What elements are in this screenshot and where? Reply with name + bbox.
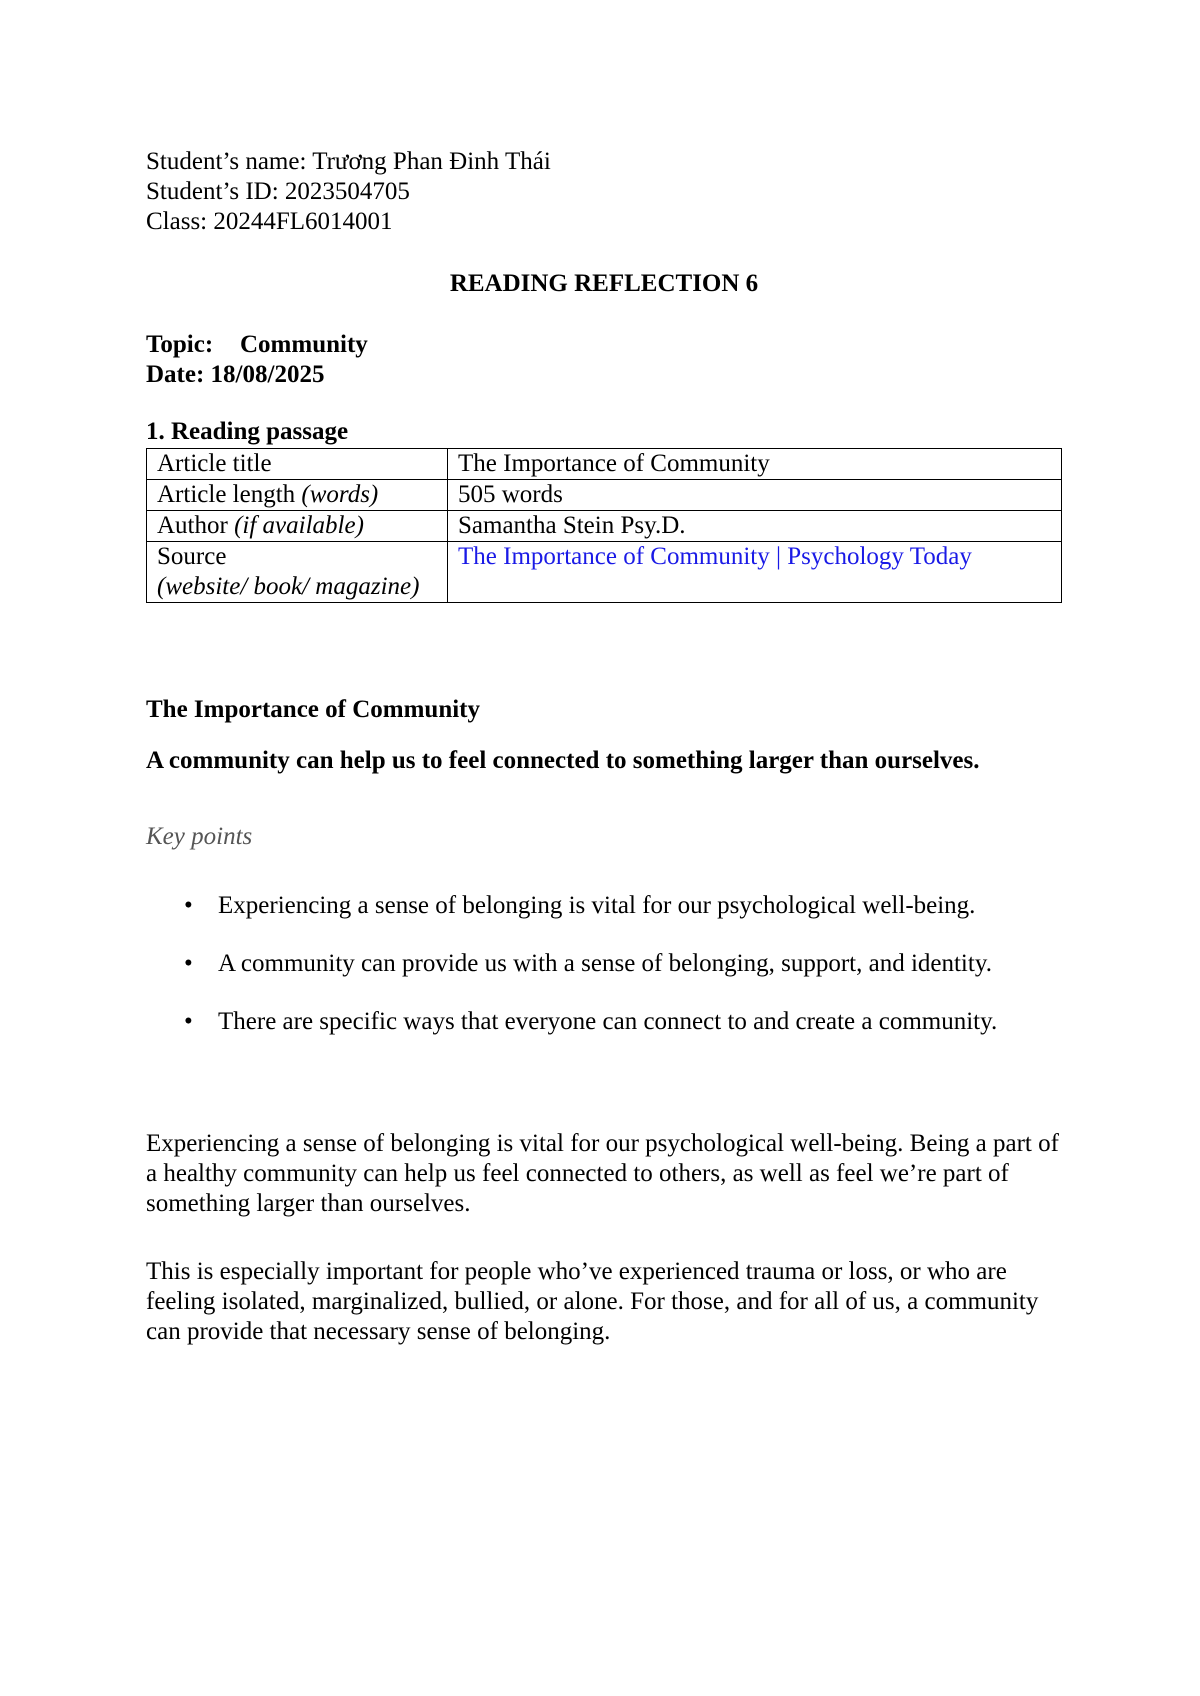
table-value-cell bbox=[448, 542, 1062, 603]
student-class: Class: 20244FL6014001 bbox=[146, 208, 393, 235]
list-item-text: Experiencing a sense of belonging is vital for our psychological well-being. bbox=[218, 892, 976, 919]
document-content bbox=[146, 147, 1062, 1345]
table-row bbox=[147, 542, 1062, 603]
topic-value: Community bbox=[240, 331, 368, 358]
list-item bbox=[146, 1007, 1062, 1037]
list-item-text: There are specific ways that everyone can connect to and create a community. bbox=[218, 1008, 998, 1035]
row-label-note: (if available) bbox=[234, 512, 364, 539]
row-label: Source bbox=[157, 543, 227, 570]
key-points-list bbox=[146, 891, 1062, 1065]
row-value: The Importance of Community bbox=[458, 450, 770, 477]
date-line: Date: 18/08/2025 bbox=[146, 361, 325, 388]
row-label: Article length bbox=[157, 481, 302, 508]
table-label-cell bbox=[147, 542, 448, 603]
table-row bbox=[147, 511, 1062, 542]
key-points-label bbox=[146, 822, 1062, 852]
body-paragraph: Experiencing a sense of belonging is vital for our psychological well-being. Being a part of a healthy community can help us feel connected to others, as well as feel we’re part of something larger than ourselves. bbox=[146, 1130, 1059, 1217]
table-label-cell bbox=[147, 480, 448, 511]
student-name: Student’s name: Trương Phan Đinh Thái bbox=[146, 148, 551, 175]
reading-info-table bbox=[146, 448, 1062, 603]
source-link[interactable]: The Importance of Community | Psychology Today bbox=[458, 543, 972, 570]
list-item bbox=[146, 891, 1062, 921]
table-row bbox=[147, 449, 1062, 480]
page-title: READING REFLECTION 6 bbox=[449, 270, 759, 297]
student-id: Student’s ID: 2023504705 bbox=[146, 178, 410, 205]
topic-label: Topic: bbox=[146, 331, 214, 358]
list-item-text: A community can provide us with a sense of belonging, support, and identity. bbox=[218, 950, 992, 977]
row-label: Author bbox=[157, 512, 235, 539]
article-title: The Importance of Community bbox=[146, 696, 481, 723]
table-label-cell bbox=[147, 449, 448, 480]
table-value-cell bbox=[448, 480, 1062, 511]
body-paragraph: This is especially important for people who’ve experienced trauma or loss, or who are feeling isolated, marginalized, bullied, or alone. For those, and for all of us, a community can provide that necessary sense of belonging. bbox=[146, 1258, 1039, 1345]
row-value: 505 words bbox=[458, 481, 563, 508]
key-points-label-text: Key points bbox=[146, 823, 253, 850]
row-label-note: (words) bbox=[301, 481, 379, 508]
table-label-cell bbox=[147, 511, 448, 542]
row-value: Samantha Stein Psy.D. bbox=[458, 512, 686, 539]
bullet-icon: • bbox=[184, 892, 193, 919]
bullet-icon: • bbox=[184, 1008, 193, 1035]
row-label: Article title bbox=[157, 450, 272, 477]
table-value-cell bbox=[448, 511, 1062, 542]
table-value-cell bbox=[448, 449, 1062, 480]
section-heading: 1. Reading passage bbox=[146, 418, 349, 445]
row-label-note: (website/ book/ magazine) bbox=[157, 573, 420, 600]
table-row bbox=[147, 480, 1062, 511]
article-subtitle: A community can help us to feel connected to something larger than ourselves. bbox=[146, 747, 980, 774]
list-item bbox=[146, 949, 1062, 979]
bullet-icon: • bbox=[184, 950, 193, 977]
topic-line bbox=[146, 330, 1062, 360]
